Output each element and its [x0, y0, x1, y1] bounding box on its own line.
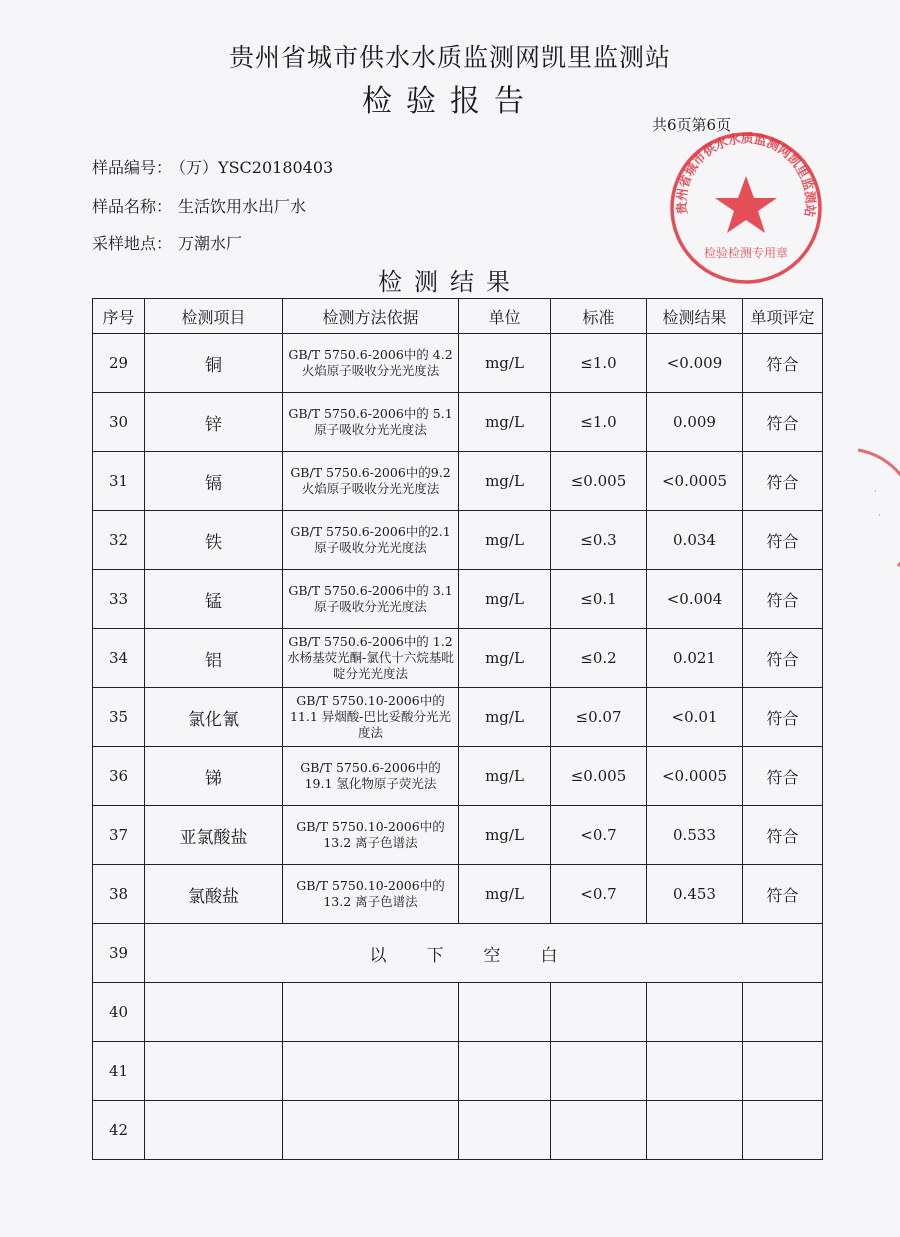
- row-item: 铝: [145, 629, 283, 688]
- row-no: 35: [93, 688, 145, 747]
- header-item: 检测项目: [145, 299, 283, 334]
- row-standard: ≤0.2: [551, 629, 647, 688]
- row-result: <0.009: [647, 334, 743, 393]
- row-unit: mg/L: [459, 511, 551, 570]
- row-verdict: 符合: [743, 629, 823, 688]
- row-unit: mg/L: [459, 747, 551, 806]
- row-standard: ≤1.0: [551, 334, 647, 393]
- row-method: GB/T 5750.10-2006中的 13.2 离子色谱法: [283, 865, 459, 924]
- header-method: 检测方法依据: [283, 299, 459, 334]
- row-item: 铜: [145, 334, 283, 393]
- blank-notice: 以下空白: [145, 924, 823, 983]
- row-verdict: 符合: [743, 393, 823, 452]
- row-verdict: 符合: [743, 452, 823, 511]
- sample-name-label: 样品名称：: [92, 197, 173, 216]
- row-item: 锌: [145, 393, 283, 452]
- row-verdict: 符合: [743, 570, 823, 629]
- results-table: [92, 298, 823, 1160]
- row-method: GB/T 5750.6-2006中的9.2 火焰原子吸收分光光度法: [283, 452, 459, 511]
- section-title: 检测结果: [378, 268, 522, 296]
- sample-number-label: 样品编号：: [92, 158, 173, 177]
- row-item: 氯化氰: [145, 688, 283, 747]
- sampling-location-label: 采样地点：: [92, 234, 173, 253]
- row-standard: <0.7: [551, 865, 647, 924]
- table-row: [93, 334, 823, 393]
- row-standard: <0.7: [551, 806, 647, 865]
- row-verdict: 符合: [743, 511, 823, 570]
- header-standard: 标准: [551, 299, 647, 334]
- table-row: [93, 865, 823, 924]
- header-no: 序号: [93, 299, 145, 334]
- row-no: 39: [93, 924, 145, 983]
- row-standard: ≤0.005: [551, 747, 647, 806]
- svg-text:检验检测专用章: 检验检测专用章: [703, 246, 789, 260]
- svg-text:·: ·: [874, 487, 877, 497]
- row-standard: ≤1.0: [551, 393, 647, 452]
- row-unit: mg/L: [459, 629, 551, 688]
- sampling-location-line: [92, 231, 242, 254]
- row-no: 31: [93, 452, 145, 511]
- row-item: 亚氯酸盐: [145, 806, 283, 865]
- empty-row: [93, 983, 823, 1042]
- row-standard: ≤0.1: [551, 570, 647, 629]
- sample-number-value: （万）YSC20180403: [178, 158, 334, 177]
- table-row: [93, 629, 823, 688]
- row-item: 镉: [145, 452, 283, 511]
- report-title: 检验报告: [362, 84, 538, 119]
- official-seal: [668, 130, 824, 286]
- row-result: <0.0005: [647, 452, 743, 511]
- sample-name-line: [92, 194, 306, 217]
- row-result: 0.533: [647, 806, 743, 865]
- row-unit: mg/L: [459, 570, 551, 629]
- org-name: 贵州省城市供水水质监测网凯里监测站: [228, 43, 671, 72]
- row-method: GB/T 5750.6-2006中的 5.1 原子吸收分光光度法: [283, 393, 459, 452]
- blank-row: [93, 924, 823, 983]
- table-row: [93, 747, 823, 806]
- row-no: 36: [93, 747, 145, 806]
- svg-text:贵州省城市供水水质监测网凯里监测站: 贵州省城市供水水质监测网凯里监测站: [673, 130, 819, 218]
- row-no: 32: [93, 511, 145, 570]
- row-no: 37: [93, 806, 145, 865]
- header-unit: 单位: [459, 299, 551, 334]
- sample-number-line: [92, 155, 333, 178]
- row-unit: mg/L: [459, 334, 551, 393]
- row-result: <0.01: [647, 688, 743, 747]
- row-method: GB/T 5750.6-2006中的 19.1 氢化物原子荧光法: [283, 747, 459, 806]
- row-item: 氯酸盐: [145, 865, 283, 924]
- row-result: <0.004: [647, 570, 743, 629]
- table-row: [93, 452, 823, 511]
- table-row: [93, 511, 823, 570]
- table-body: [93, 334, 823, 1160]
- seal-edge-fragment: [856, 448, 900, 568]
- sampling-location-value: 万潮水厂: [178, 234, 243, 253]
- row-unit: mg/L: [459, 865, 551, 924]
- row-item: 锰: [145, 570, 283, 629]
- row-no: 40: [93, 983, 145, 1042]
- row-result: 0.009: [647, 393, 743, 452]
- row-method: GB/T 5750.6-2006中的2.1 原子吸收分光光度法: [283, 511, 459, 570]
- row-item: 铁: [145, 511, 283, 570]
- empty-row: [93, 1101, 823, 1160]
- row-method: GB/T 5750.10-2006中的 13.2 离子色谱法: [283, 806, 459, 865]
- row-unit: mg/L: [459, 452, 551, 511]
- row-method: GB/T 5750.10-2006中的 11.1 异烟酸-巴比妥酸分光光度法: [283, 688, 459, 747]
- row-verdict: 符合: [743, 865, 823, 924]
- row-no: 29: [93, 334, 145, 393]
- row-result: 0.021: [647, 629, 743, 688]
- table-header-row: [93, 299, 823, 334]
- row-verdict: 符合: [743, 334, 823, 393]
- row-unit: mg/L: [459, 688, 551, 747]
- table-row: [93, 570, 823, 629]
- row-standard: ≤0.07: [551, 688, 647, 747]
- row-result: 0.034: [647, 511, 743, 570]
- row-standard: ≤0.3: [551, 511, 647, 570]
- row-result: 0.453: [647, 865, 743, 924]
- header-result: 检测结果: [647, 299, 743, 334]
- svg-text:·: ·: [878, 511, 881, 521]
- row-standard: ≤0.005: [551, 452, 647, 511]
- row-no: 30: [93, 393, 145, 452]
- row-verdict: 符合: [743, 747, 823, 806]
- row-result: <0.0005: [647, 747, 743, 806]
- empty-row: [93, 1042, 823, 1101]
- header-verdict: 单项评定: [743, 299, 823, 334]
- sample-name-value: 生活饮用水出厂水: [178, 197, 307, 216]
- row-method: GB/T 5750.6-2006中的 3.1 原子吸收分光光度法: [283, 570, 459, 629]
- row-item: 锑: [145, 747, 283, 806]
- row-verdict: 符合: [743, 688, 823, 747]
- row-no: 42: [93, 1101, 145, 1160]
- row-no: 38: [93, 865, 145, 924]
- table-row: [93, 688, 823, 747]
- row-unit: mg/L: [459, 393, 551, 452]
- table-row: [93, 806, 823, 865]
- row-unit: mg/L: [459, 806, 551, 865]
- row-method: GB/T 5750.6-2006中的 4.2 火焰原子吸收分光光度法: [283, 334, 459, 393]
- row-no: 33: [93, 570, 145, 629]
- row-verdict: 符合: [743, 806, 823, 865]
- row-no: 34: [93, 629, 145, 688]
- table-row: [93, 393, 823, 452]
- row-no: 41: [93, 1042, 145, 1101]
- row-method: GB/T 5750.6-2006中的 1.2 水杨基荧光酮-氯代十六烷基吡啶分光光度法: [283, 629, 459, 688]
- page-count: 共6页第6页: [652, 116, 732, 134]
